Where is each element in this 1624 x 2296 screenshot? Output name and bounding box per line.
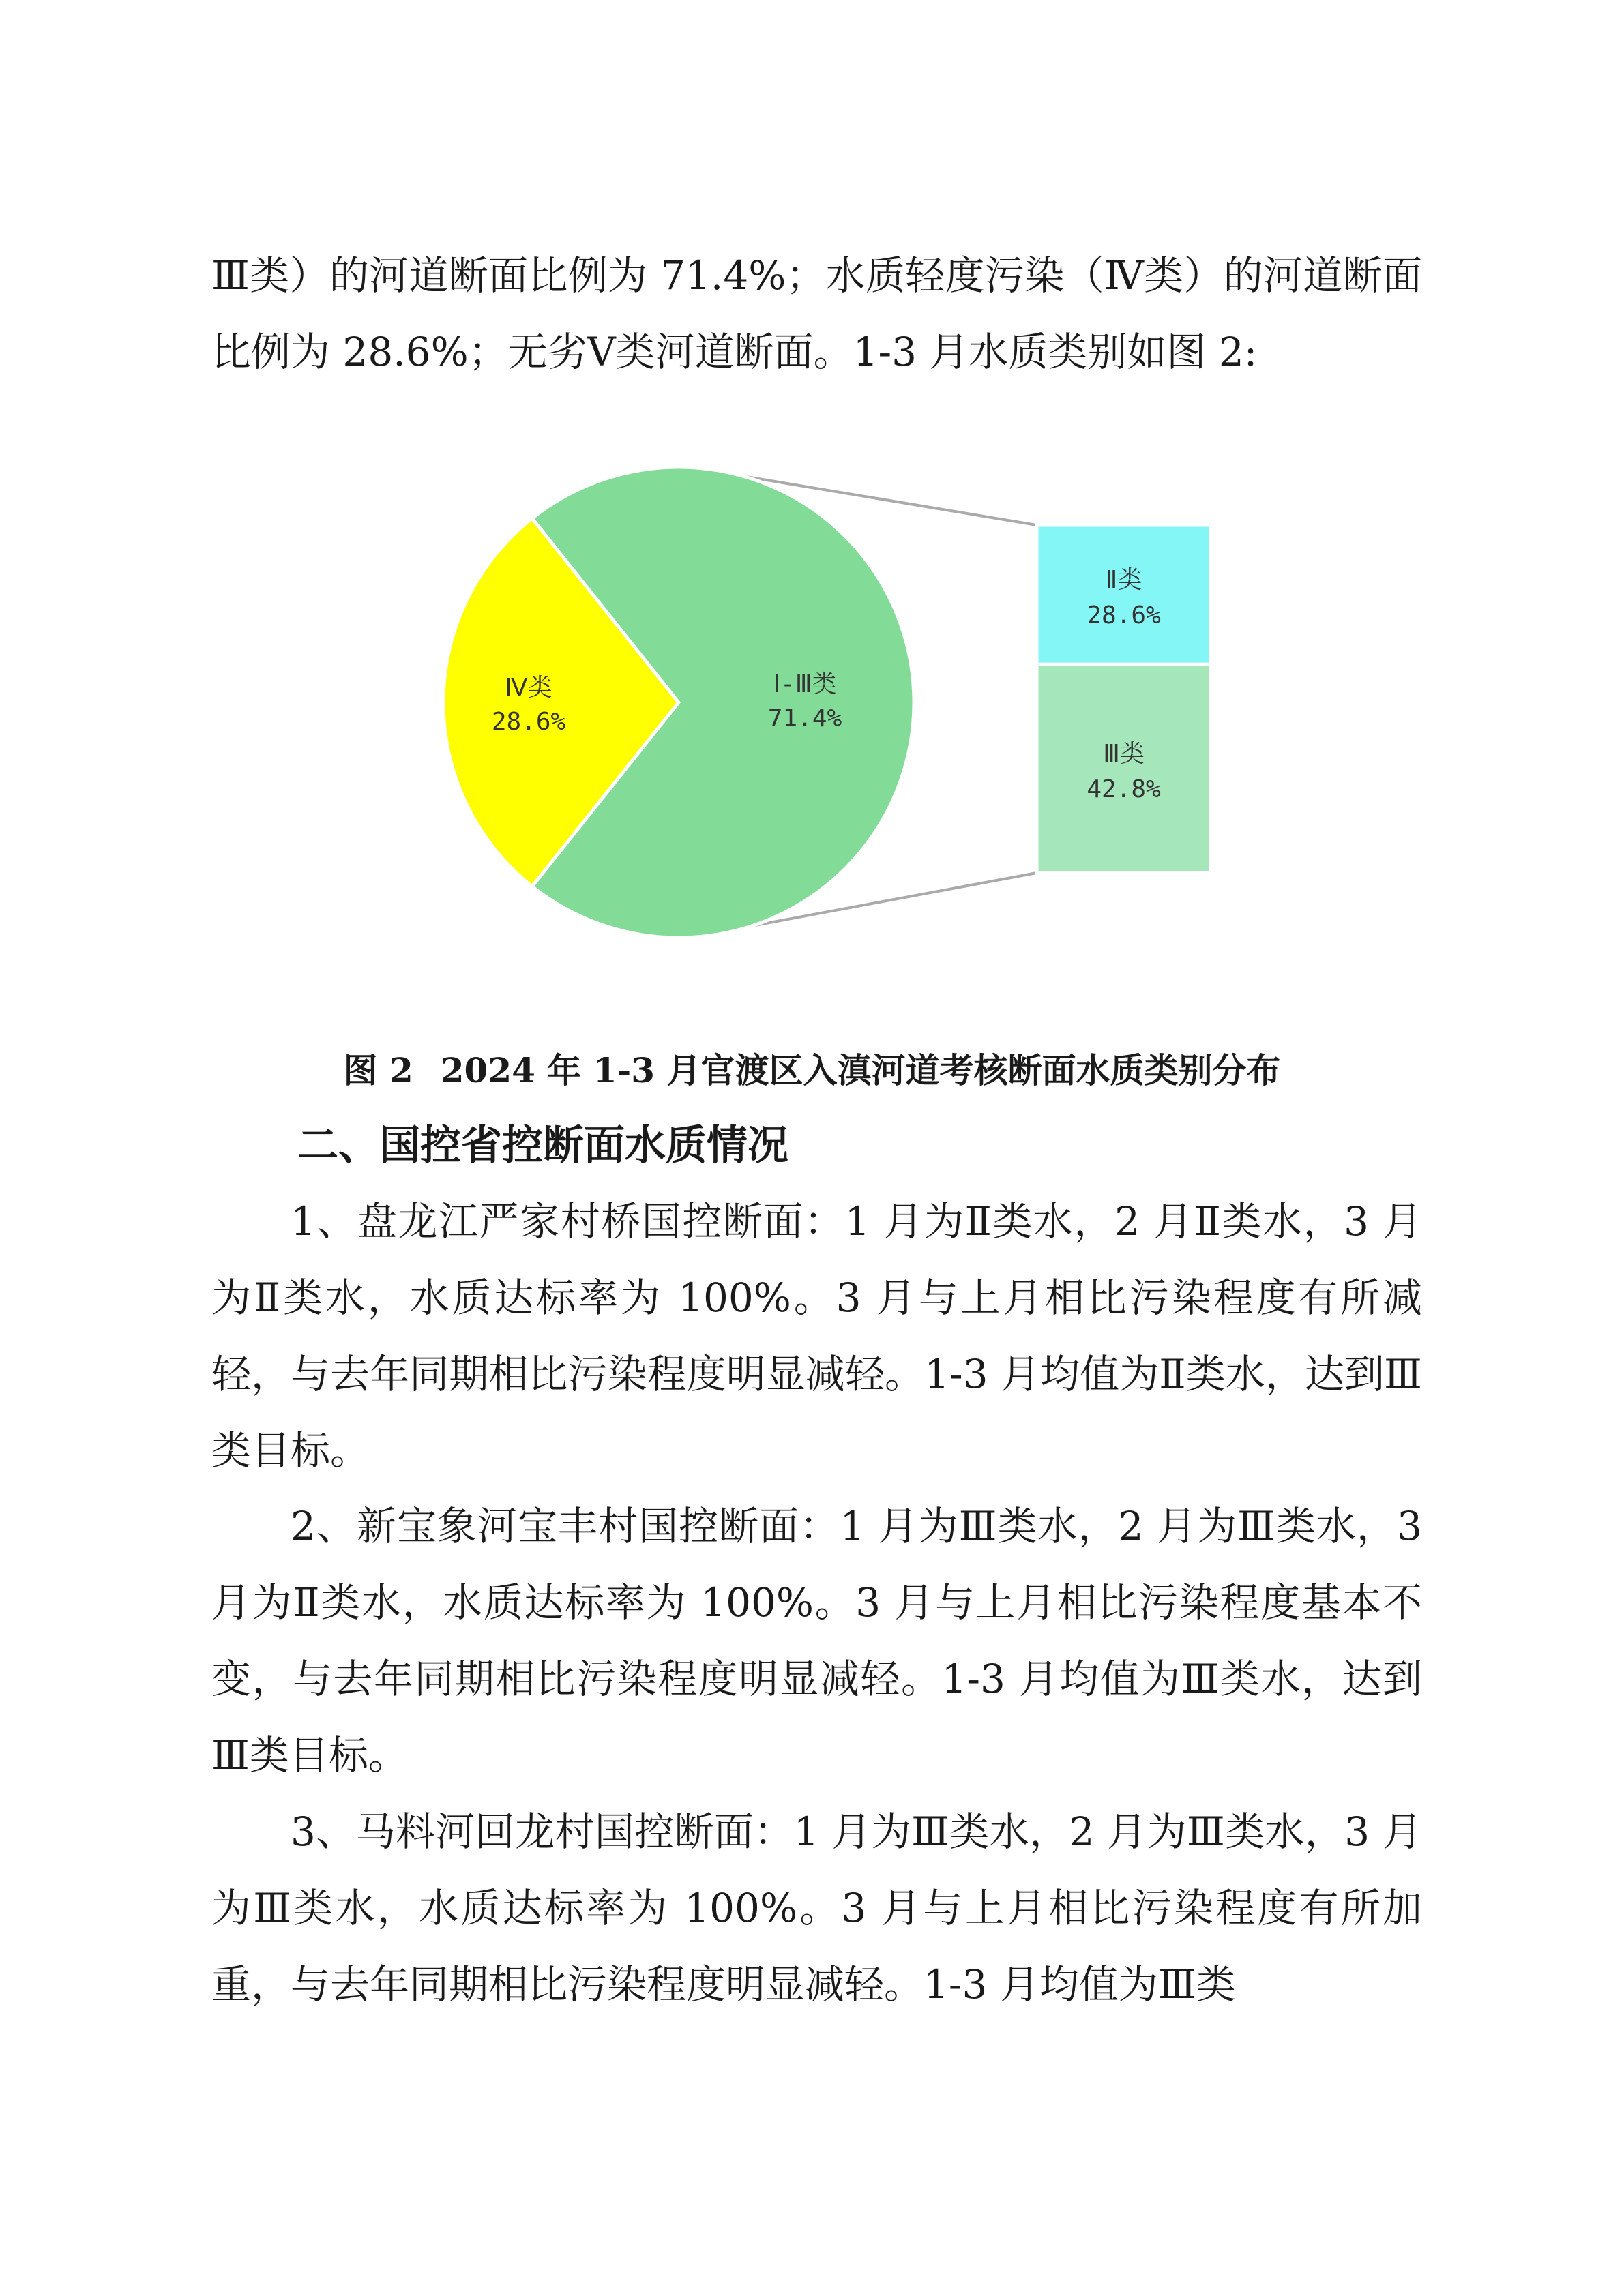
label-iv-name: Ⅳ类 xyxy=(505,674,552,702)
water-quality-chart xyxy=(0,436,1624,955)
label-ii-value: 28.6% xyxy=(1087,601,1161,630)
label-i-iii-value: 71.4% xyxy=(767,704,842,732)
paragraph-maliao-river: 3、马料河回龙村国控断面：1 月为Ⅲ类水，2 月为Ⅲ类水，3 月为Ⅲ类水，水质达标率为 100%。3 月与上月相比污染程度有所加重，与去年同期相比污染程度明显减轻。1-3 月均值为Ⅲ类 xyxy=(211,1808,1422,2008)
label-ii-name: Ⅱ类 xyxy=(1105,566,1142,595)
figure-caption xyxy=(0,1047,1624,1094)
paragraph-xinbaoxiang-river: 2、新宝象河宝丰村国控断面：1 月为Ⅲ类水，2 月为Ⅲ类水，3 月为Ⅱ类水，水质达标率为 100%。3 月与上月相比污染程度基本不变，与去年同期相比污染程度明显减轻。1-3 月均值为Ⅲ类水，达到Ⅲ类目标。 xyxy=(211,1503,1422,1778)
paragraph-panlong-river: 1、盘龙江严家村桥国控断面：1 月为Ⅱ类水，2 月Ⅱ类水，3 月为Ⅱ类水，水质达标率为 100%。3 月与上月相比污染程度有所减轻，与去年同期相比污染程度明显减轻。1-3 月均值为Ⅱ类水，达到Ⅲ类目标。 xyxy=(211,1198,1422,1474)
label-i-iii-name: Ⅰ-Ⅲ类 xyxy=(773,670,837,698)
figure-number: 图 2 xyxy=(343,1050,413,1090)
bar-segment-ii xyxy=(1037,525,1211,664)
intro-paragraph: Ⅲ类）的河道断面比例为 71.4%；水质轻度污染（Ⅳ类）的河道断面比例为 28.6%；无劣Ⅴ类河道断面。1-3 月水质类别如图 2: xyxy=(211,252,1422,375)
label-iii-value: 42.8% xyxy=(1087,775,1161,804)
label-iii-name: Ⅲ类 xyxy=(1103,740,1145,769)
bar-segment-iii xyxy=(1037,664,1211,873)
section-title: 二、国控省控断面水质情况 xyxy=(297,1122,788,1169)
label-iv-value: 28.6% xyxy=(491,708,566,736)
figure-title: 2024 年 1-3 月官渡区入滇河道考核断面水质类别分布 xyxy=(440,1050,1281,1090)
